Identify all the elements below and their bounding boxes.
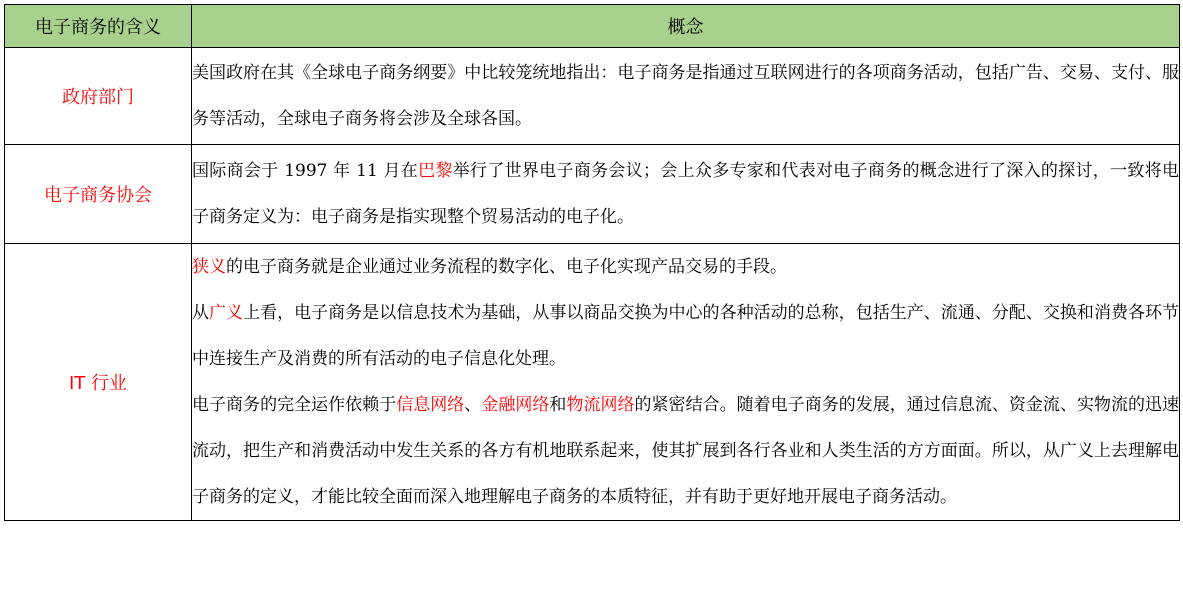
- row-content-it-industry: [192, 244, 1180, 521]
- content-paragraph-narrow: [192, 244, 1179, 290]
- definition-table: [4, 4, 1180, 521]
- content-paragraph-broad: [192, 290, 1179, 382]
- header-meaning: 电子商务的含义: [5, 5, 192, 48]
- highlight-term-paris: 巴黎: [418, 161, 453, 181]
- row-content-ecommerce-association: [192, 145, 1180, 244]
- text-segment: 美国政府在其《全球电子商务纲要》中比较笼统地指出：电子商务是指通过互联网进行的各项商务活动，包括广告、交易、支付、服务等活动，全球电子商务将会涉及全球各国。: [192, 63, 1179, 129]
- highlight-term-finance-network: 金融网络: [481, 395, 550, 415]
- highlight-term-broad: 广义: [209, 303, 244, 323]
- content-paragraph: [192, 50, 1179, 142]
- content-paragraph: [192, 148, 1179, 240]
- highlight-term-logistics-network: 物流网络: [566, 395, 635, 415]
- text-segment: 、: [464, 395, 482, 415]
- text-segment: 和: [549, 395, 567, 415]
- text-segment: 举行了世界电子商务会议；会上众多专家和代表对电子商务的概念进行了深入的探讨，一致将电子商务定义为：电子商务是指实现整个贸易活动的电子化。: [192, 161, 1180, 227]
- text-segment: 上看，电子商务是以信息技术为基础，从事以商品交换为中心的各种活动的总称，包括生产、流通、分配、交换和消费各环节中连接生产及消费的所有活动的电子信息化处理。: [192, 303, 1180, 369]
- content-paragraph-networks: [192, 382, 1179, 520]
- text-segment: 国际商会于 1997 年 11 月在: [192, 161, 419, 181]
- row-label-it-industry: IT 行业: [5, 244, 192, 521]
- table-row: [5, 244, 1180, 521]
- header-row: [5, 5, 1180, 48]
- table-row: [5, 145, 1180, 244]
- text-segment: 电子商务的完全运作依赖于: [192, 395, 397, 415]
- row-label-government: 政府部门: [5, 48, 192, 145]
- header-concept: 概念: [192, 5, 1180, 48]
- text-segment: 的紧密结合。随着电子商务的发展，通过信息流、资金流、实物流的迅速流动，把生产和消费活动中发生关系的各方有机地联系起来，使其扩展到各行各业和人类生活的方方面面。所以，从广义上去理解电子商务的定义，才能比较全面而深入地理解电子商务的本质特征，并有助于更好地开展电子商务活动。: [192, 395, 1180, 507]
- highlight-term-info-network: 信息网络: [396, 395, 465, 415]
- table-row: [5, 48, 1180, 145]
- highlight-term-narrow: 狭义: [192, 257, 226, 277]
- text-segment: 从: [192, 303, 210, 323]
- text-segment: 的电子商务就是企业通过业务流程的数字化、电子化实现产品交易的手段。: [226, 257, 787, 277]
- row-label-ecommerce-association: 电子商务协会: [5, 145, 192, 244]
- row-content-government: [192, 48, 1180, 145]
